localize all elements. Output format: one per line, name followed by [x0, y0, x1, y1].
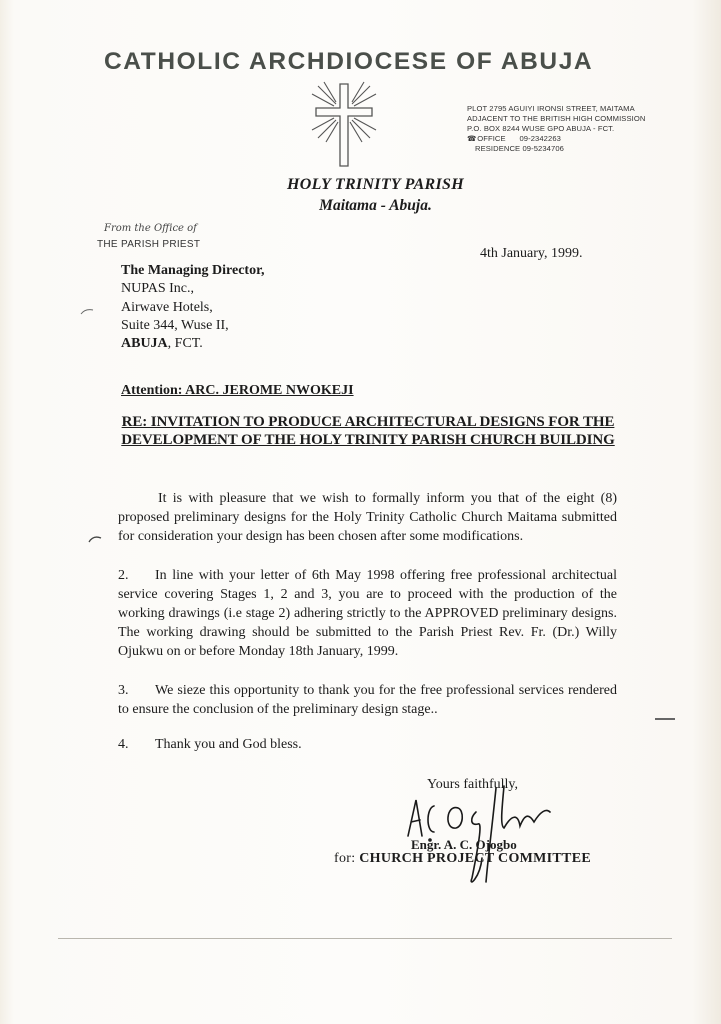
- organization-title: CATHOLIC ARCHDIOCESE OF ABUJA: [104, 48, 594, 75]
- punch-mark: [80, 307, 94, 315]
- residence-phone-row: [467, 144, 645, 154]
- subject-heading: RE: INVITATION TO PRODUCE ARCHITECTURAL DESIGNS FOR THE DEVELOPMENT OF THE HOLY TRINITY PARISH CHURCH BUILDING: [121, 414, 615, 448]
- paragraph-number: 2.: [118, 568, 129, 583]
- margin-mark: [655, 718, 675, 720]
- letter-date: 4th January, 1999.: [480, 246, 583, 261]
- letterhead-address: [467, 104, 645, 154]
- recipient-city: ABUJA, FCT.: [121, 336, 203, 352]
- from-office-line: From the Office of: [104, 223, 197, 234]
- paragraph-number: 4.: [118, 737, 129, 752]
- punch-mark: [88, 535, 102, 543]
- recipient-suite: Suite 344, Wuse II,: [121, 317, 229, 333]
- residence-phone: 09-5234706: [522, 144, 564, 153]
- residence-label: RESIDENCE: [475, 144, 521, 153]
- closing-salutation: Yours faithfully,: [427, 777, 519, 792]
- address-line: PLOT 2795 AGUIYI IRONSI STREET, MAITAMA: [467, 104, 635, 113]
- office-phone: 09-2342263: [519, 134, 561, 143]
- paragraph-4: 4. Thank you and God bless.: [118, 737, 302, 752]
- attention-line: Attention: ARC. JEROME NWOKEJI: [121, 383, 354, 398]
- office-label: OFFICE: [477, 134, 506, 143]
- telephone-icon: ☎: [467, 134, 477, 143]
- committee-line: for: CHURCH PROJECT COMMITTEE: [334, 851, 591, 866]
- parish-name: HOLY TRINITY PARISH: [287, 176, 464, 193]
- office-phone-row: [467, 134, 645, 144]
- footer-divider: [58, 938, 672, 939]
- handwritten-signature: [400, 778, 585, 888]
- paragraph-number: 3.: [118, 683, 129, 698]
- paragraph-1: It is with pleasure that we wish to formally inform you that of the eight (8) proposed preliminary designs for the Holy Trinity Catholic Church Maitama submitted for consideration your design has been chosen after some modifications.: [118, 491, 617, 544]
- paragraph-2: 2. In line with your letter of 6th May 1998 offering free professional architectual service covering Stages 1, 2 and 3, you are to proceed with the production of the working drawings (i.e stage 2) adhering strictly to the APPROVED preliminary designs. The working drawing should be submitted to the Parish Priest Rev. Fr. (Dr.) Willy Ojukwu on or before Monday 18th January, 1999.: [118, 568, 617, 659]
- recipient-address: [121, 262, 265, 353]
- recipient-company: NUPAS Inc.,: [121, 281, 194, 297]
- address-line: ADJACENT TO THE BRITISH HIGH COMMISSION: [467, 114, 646, 123]
- paragraph-3: 3. We sieze this opportunity to thank you for the free professional services rendered to ensure the conclusion of the preliminary design stage..: [118, 683, 617, 717]
- sender-office: THE PARISH PRIEST: [97, 239, 201, 250]
- address-line: P.O. BOX 8244 WUSE GPO ABUJA - FCT.: [467, 124, 615, 133]
- cross-with-rays-icon: [308, 80, 380, 170]
- recipient-building: Airwave Hotels,: [121, 299, 213, 315]
- signer-name: Engr. A. C. Ojogbo: [411, 837, 517, 852]
- recipient-title: The Managing Director,: [121, 263, 265, 278]
- parish-location: Maitama - Abuja.: [319, 197, 432, 214]
